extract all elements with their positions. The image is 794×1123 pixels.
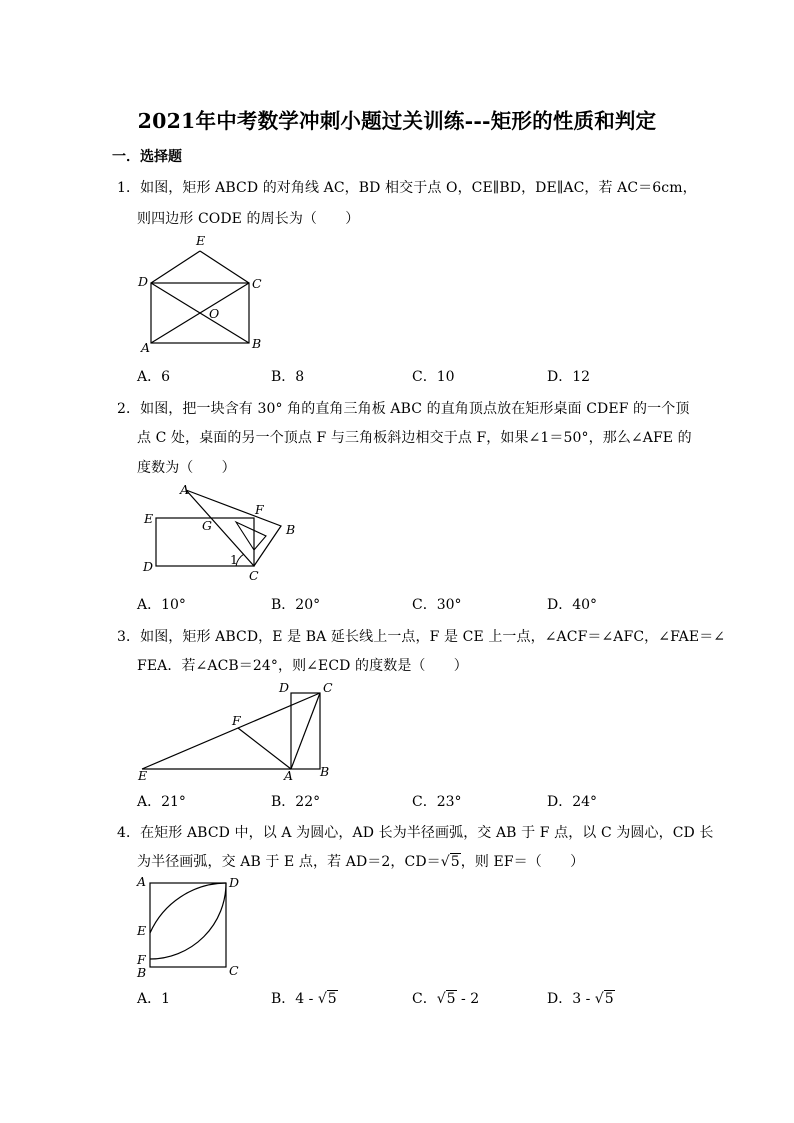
q3-label-c: C (323, 680, 333, 695)
q2-label-g: G (202, 518, 212, 533)
q3-option-d: D．24° (547, 794, 598, 810)
page-title: 2021年中考数学冲刺小题过关训练---矩形的性质和判定 (137, 109, 657, 133)
q1-line-de (151, 251, 200, 283)
section-heading: 一．选择题 (112, 149, 182, 165)
q2-option-a: A．10° (137, 597, 186, 613)
q1-figure (136, 228, 276, 358)
q1-label-e: E (196, 233, 206, 248)
q2-label-a: A (180, 482, 190, 497)
q4-option-c-suffix: - 2 (456, 991, 480, 1007)
q4-label-a: A (137, 874, 147, 889)
q1-option-b: B．8 (271, 369, 305, 385)
q4-option-d (547, 988, 615, 1008)
q2-label-d: D (143, 559, 154, 574)
q2-text-line3: 度数为（ ） (137, 460, 236, 476)
q4-arc-c (150, 883, 226, 933)
q3-line-ec (142, 693, 320, 769)
q1-line-ce (200, 251, 249, 283)
q4-option-b-prefix: B．4 - (271, 991, 318, 1007)
q2-text-line1: 2．如图，把一块含有 30° 角的直角三角板 ABC 的直角顶点放在矩形桌面 CDEF 的一个顶 (117, 401, 690, 417)
q2-label-angle1: 1 (230, 552, 238, 567)
q1-label-o: O (209, 306, 220, 321)
q2-option-d: D．40° (547, 597, 598, 613)
q3-option-a: A．21° (137, 794, 186, 810)
q2-label-b: B (286, 522, 296, 537)
q1-label-b: B (252, 336, 262, 351)
q1-label-c: C (252, 276, 262, 291)
q3-label-d: D (279, 680, 290, 695)
q1-option-c: C．10 (412, 369, 455, 385)
q4-figure (134, 872, 254, 982)
q4-rectangle (150, 883, 226, 967)
q4-label-f: F (137, 952, 146, 967)
q4-sqrt-cd: √5 (440, 854, 460, 870)
q4-label-e: E (137, 923, 147, 938)
q2-label-f: F (255, 502, 264, 517)
q3-line-ac (291, 693, 320, 769)
q3-figure (134, 676, 344, 784)
q4-label-c: C (229, 963, 239, 978)
q1-label-d: D (138, 274, 149, 289)
q3-line-af (238, 728, 291, 769)
q3-label-b: B (320, 764, 330, 779)
q4-option-c-prefix: C． (412, 991, 437, 1007)
q3-option-b: B．22° (271, 794, 321, 810)
q1-text-line1: 1．如图，矩形 ABCD 的对角线 AC，BD 相交于点 O，CE∥BD，DE∥AC，若 AC＝6cm， (117, 180, 697, 196)
q2-option-c: C．30° (412, 597, 462, 613)
q4-text-line2 (137, 851, 584, 871)
q3-label-e: E (138, 768, 148, 783)
q4-option-b-sqrt: √5 (317, 991, 337, 1007)
q4-option-d-radicand: 5 (604, 991, 614, 1007)
q2-label-e: E (144, 511, 154, 526)
q3-label-f: F (232, 713, 241, 728)
q1-text-line2: 则四边形 CODE 的周长为（ ） (137, 211, 360, 227)
q4-arc-a (150, 883, 226, 959)
q1-label-a: A (141, 340, 151, 355)
q4-label-d: D (229, 875, 240, 890)
q3-text-line1: 3．如图，矩形 ABCD，E 是 BA 延长线上一点，F 是 CE 上一点，∠ACF＝∠AFC，∠FAE＝∠ (117, 629, 726, 645)
q2-option-b: B．20° (271, 597, 321, 613)
q3-option-c: C．23° (412, 794, 462, 810)
q4-option-c-radicand: 5 (446, 991, 456, 1007)
q4-option-a: A．1 (137, 991, 171, 1007)
q2-figure (136, 478, 306, 588)
q3-text-line2: FEA．若∠ACB＝24°，则∠ECD 的度数是（ ） (137, 658, 468, 674)
q4-text-line2-start: 为半径画弧，交 AB 于 E 点，若 AD＝2，CD＝ (137, 854, 441, 870)
q3-label-a: A (284, 768, 294, 783)
q4-option-b (271, 988, 338, 1008)
q4-text-line1: 4．在矩形 ABCD 中，以 A 为圆心，AD 长为半径画弧，交 AB 于 F 点，以 C 为圆心，CD 长 (117, 825, 714, 841)
q2-text-line2: 点 C 处，桌面的另一个顶点 F 与三角板斜边相交于点 F，如果∠1＝50°，那么∠AFE 的 (137, 430, 692, 446)
q1-option-a: A．6 (137, 369, 171, 385)
q4-option-c-sqrt: √5 (436, 991, 456, 1007)
q2-label-c: C (249, 568, 259, 583)
q1-option-d: D．12 (547, 369, 591, 385)
q4-option-b-radicand: 5 (327, 991, 337, 1007)
q4-option-d-prefix: D．3 - (547, 991, 595, 1007)
q4-sqrt-cd-value: 5 (450, 854, 460, 870)
q4-text-line2-end: ，则 EF＝（ ） (460, 854, 585, 870)
q4-label-b: B (137, 965, 147, 980)
q2-triangle-inner (236, 522, 266, 550)
q4-option-d-sqrt: √5 (594, 991, 614, 1007)
q4-option-c (412, 988, 479, 1008)
